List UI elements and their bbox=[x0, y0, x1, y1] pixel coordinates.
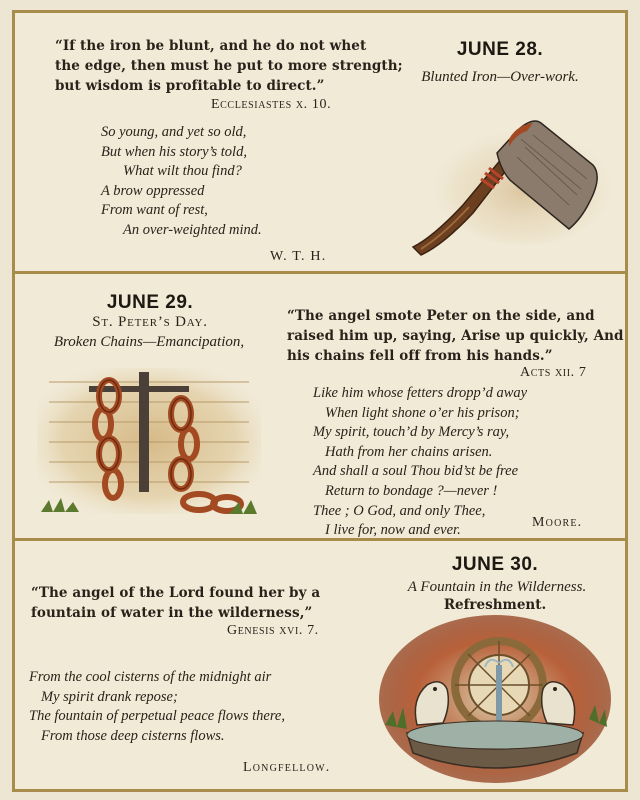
june-30-subtitle2: Refreshment. bbox=[443, 597, 547, 613]
poem-line: From the cool cisterns of the midnight air bbox=[29, 669, 272, 685]
june-30-poem bbox=[29, 668, 285, 746]
june-29-section bbox=[15, 274, 625, 538]
june-29-subtitle: Broken Chains—Emancipation, bbox=[53, 334, 245, 350]
axe-illustration bbox=[393, 95, 613, 263]
june-29-poem bbox=[313, 384, 527, 541]
quote-line: raised him up, saying, Arise up quickly, And bbox=[287, 328, 624, 344]
june-28-section bbox=[15, 13, 625, 271]
broken-chains-illustration bbox=[29, 362, 269, 522]
poem-line: I live for, now and ever. bbox=[325, 522, 461, 539]
june-28-author: W. T. H. bbox=[270, 249, 327, 264]
poem-line: And shall a soul Thou bid’st be free bbox=[313, 463, 519, 480]
june-28-subtitle: Blunted Iron—Over-work. bbox=[421, 69, 579, 85]
june-28-poem bbox=[101, 123, 262, 241]
june-29-date: JUNE 29. bbox=[106, 292, 194, 313]
poem-line: From those deep cisterns flows. bbox=[41, 727, 225, 744]
poem-line: Return to bondage ?—never ! bbox=[325, 482, 498, 499]
june-29-feast: St. Peter’s Day. bbox=[92, 314, 208, 330]
june-30-section bbox=[15, 541, 625, 789]
quote-line: “The angel smote Peter on the side, and bbox=[287, 308, 595, 324]
june-30-date: JUNE 30. bbox=[451, 554, 539, 575]
quote-line: the edge, then must he put to more strength; bbox=[55, 58, 403, 74]
poem-line: But when his story’s told, bbox=[101, 143, 247, 160]
quote-line: “The angel of the Lord found her by a bbox=[31, 585, 321, 601]
poem-line: Hath from her chains arisen. bbox=[325, 443, 493, 460]
poem-line: An over-weighted mind. bbox=[123, 221, 262, 238]
quote-line: “If the iron be blunt, and he do not whet bbox=[55, 38, 367, 54]
poem-line: From want of rest, bbox=[101, 202, 208, 219]
poem-line: The fountain of perpetual peace flows there, bbox=[29, 708, 285, 725]
june-28-reference: Ecclesiastes x. 10. bbox=[211, 97, 332, 112]
calendar-page bbox=[12, 10, 628, 792]
quote-line: fountain of water in the wilderness,” bbox=[31, 605, 313, 621]
june-30-author: Longfellow. bbox=[243, 760, 331, 775]
june-30-reference: Genesis xvi. 7. bbox=[227, 623, 319, 638]
quote-line: but wisdom is profitable to direct.” bbox=[55, 78, 325, 94]
fountain-illustration bbox=[377, 615, 613, 785]
june-30-subtitle: A Fountain in the Wilderness. bbox=[407, 579, 587, 595]
poem-line: When light shone o’er his prison; bbox=[325, 404, 520, 421]
poem-line: My spirit drank repose; bbox=[41, 688, 178, 705]
june-30-quote bbox=[31, 583, 381, 623]
june-29-reference: Acts xii. 7 bbox=[520, 365, 587, 380]
poem-line: What wilt thou find? bbox=[123, 163, 242, 180]
poem-line: My spirit, touch’d by Mercy’s ray, bbox=[313, 424, 510, 441]
june-29-author: Moore. bbox=[532, 515, 583, 530]
poem-line: Thee ; O God, and only Thee, bbox=[313, 502, 486, 519]
poem-line: So young, and yet so old, bbox=[101, 124, 247, 140]
poem-line: A brow oppressed bbox=[101, 182, 205, 199]
june-28-date: JUNE 28. bbox=[456, 39, 544, 60]
poem-line: Like him whose fetters dropp’d away bbox=[313, 385, 528, 401]
quote-line: his chains fell off from his hands.” bbox=[287, 348, 553, 364]
june-28-quote bbox=[55, 36, 403, 96]
june-29-quote bbox=[287, 306, 624, 366]
